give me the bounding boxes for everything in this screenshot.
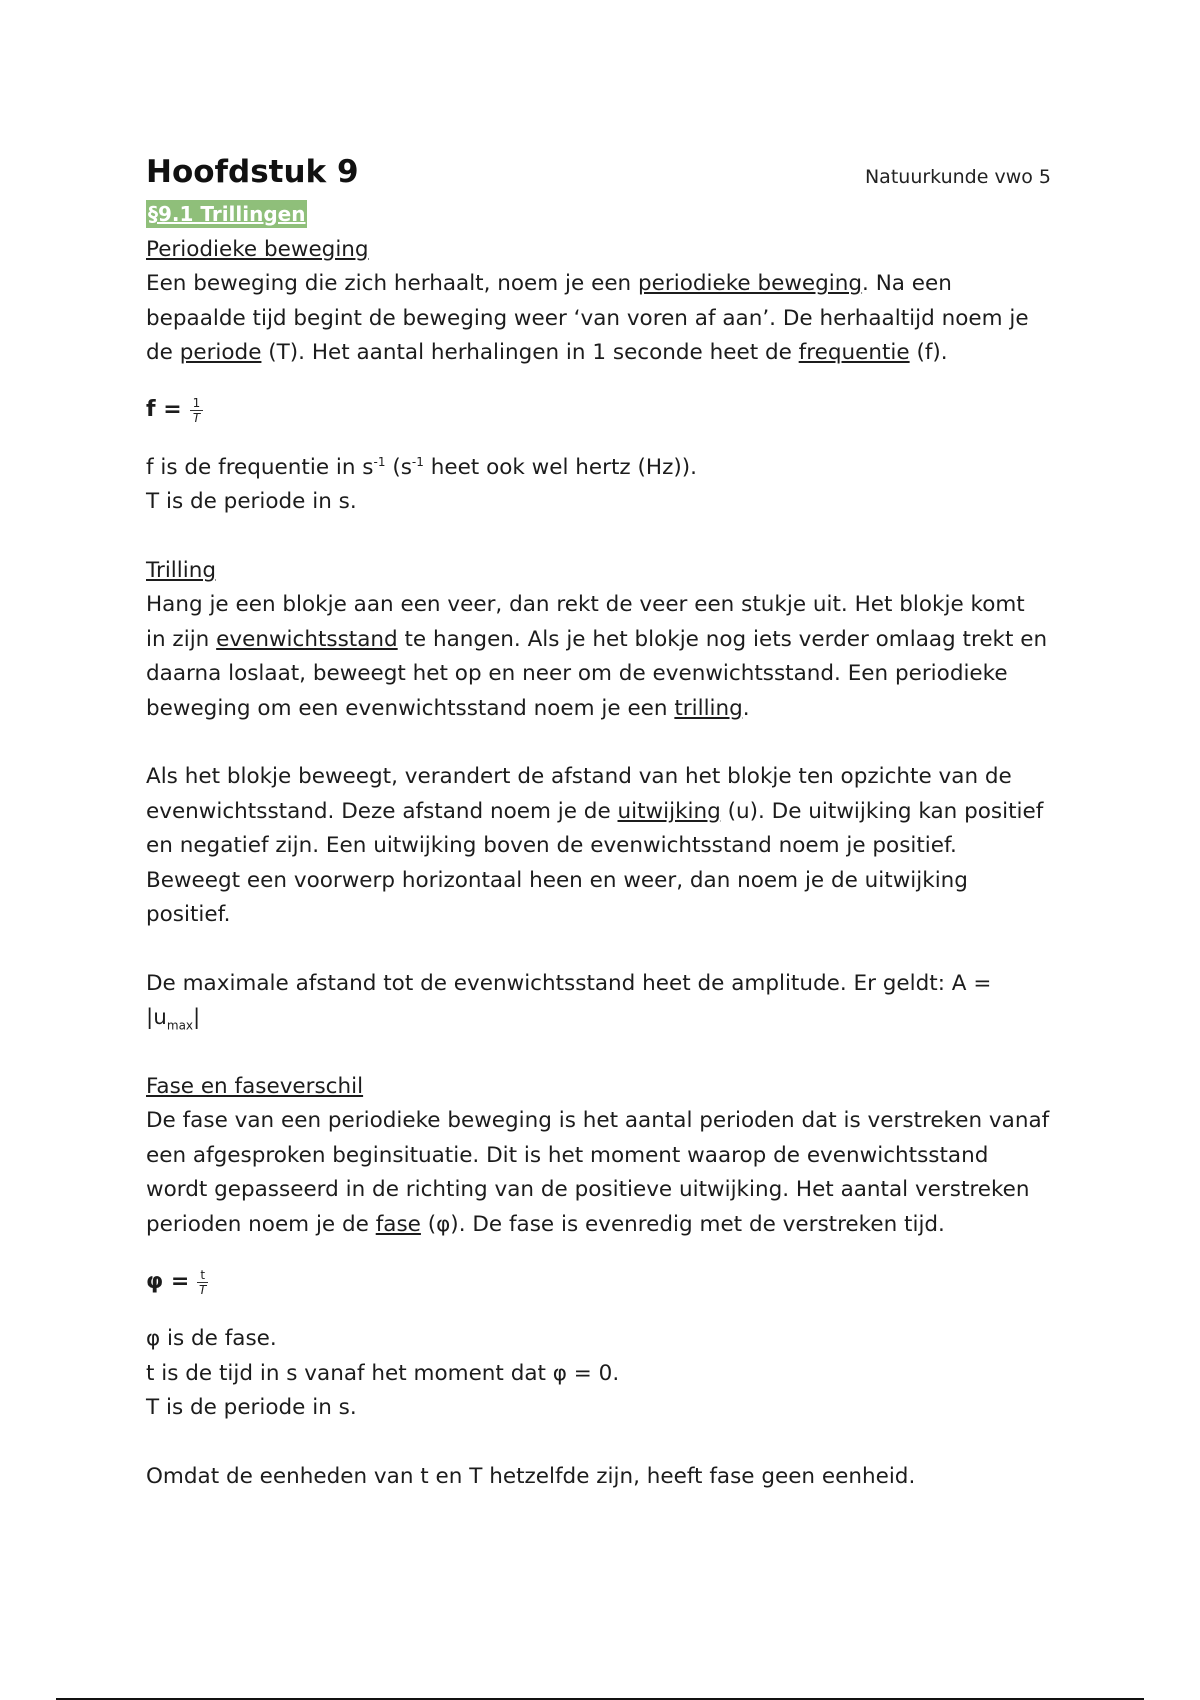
subheading-fase: Fase en faseverschil xyxy=(146,1073,364,1099)
paragraph-uitwijking: Als het blokje beweegt, verandert de afstand van het blokje ten opzichte van de evenwichtsstand. Deze afstand noem je de uitwijking (u). De uitwijking kan positief en negatief zijn. Een uitwijking boven de evenwichtsstand noem je positief. Beweegt een voorwerp horizontaal heen en weer, dan noem je de uitwijking positief. xyxy=(146,764,1044,927)
term-evenwichtsstand: evenwichtsstand xyxy=(216,626,398,652)
subheading-periodieke-beweging: Periodieke beweging xyxy=(146,236,369,262)
term-trilling: trilling xyxy=(674,695,743,721)
paragraph-trilling: Hang je een blokje aan een veer, dan rekt de veer een stukje uit. Het blokje komt in zijn evenwichtsstand te hangen. Als je het blokje nog iets verder omlaag trekt en daarna loslaat, beweegt het op en neer om de evenwichtsstand. Een periodieke beweging om een evenwichtsstand noem je een trilling. xyxy=(146,592,1048,721)
paragraph-periodieke-beweging: Een beweging die zich herhaalt, noem je een periodieke beweging. Na een bepaalde tijd begint de beweging weer ‘van voren af aan’. De herhaaltijd noem je de periode (T). Het aantal herhalingen in 1 seconde heet de frequentie (f). xyxy=(146,271,1029,365)
definition-T: T is de periode in s. xyxy=(146,489,357,514)
term-periode: periode xyxy=(179,340,262,365)
formula-phase: φ = $\frac{t}{T}$ xyxy=(146,1267,207,1297)
subheading-trilling: Trilling xyxy=(146,557,216,583)
term-uitwijking: uitwijking xyxy=(617,798,721,824)
paragraph-amplitude: De maximale afstand tot de evenwichtsstand heet de amplitude. Er geldt: $A = |u_{max}|$ xyxy=(146,970,992,1033)
paragraph-fase: De fase van een periodieke beweging is het aantal perioden dat is verstreken vanaf een afgesproken beginsituatie. Dit is het moment waarop de evenwichtsstand wordt gepasseerd in de richting van de positieve uitwijking. Het aantal verstreken perioden noem je de fase (φ). De fase is evenredig met de verstreken tijd. xyxy=(146,1108,1050,1237)
page-header xyxy=(146,140,1051,198)
formula-frequency: f = $\frac{1}{T}$ xyxy=(146,371,1051,451)
definition-T-fase: T is de periode in s. xyxy=(146,1395,357,1420)
section-heading xyxy=(146,198,1051,233)
document-content xyxy=(146,140,1051,1494)
subject-label: Natuurkunde vwo 5 xyxy=(864,166,1051,188)
formula-fraction: $\frac{t}{T}$ xyxy=(199,1267,207,1297)
chapter-title: Hoofdstuk 9 xyxy=(146,154,359,190)
definition-f: f is de frequentie in $s^{-1}$ ($s^{-1}$ heet ook wel hertz (Hz)). xyxy=(146,454,697,480)
definition-phi: φ is de fase. xyxy=(146,1326,277,1351)
definition-t: t is de tijd in s vanaf het moment dat φ = 0. xyxy=(146,1360,620,1386)
paragraph-conclusion: Omdat de eenheden van t en T hetzelfde zijn, heeft fase geen eenheid. xyxy=(146,1463,916,1489)
term-fase: fase xyxy=(375,1211,421,1237)
term-frequentie: frequentie xyxy=(798,340,910,365)
formula-fraction: $\frac{1}{T}$ xyxy=(190,396,204,425)
term-periodieke-beweging: periodieke beweging xyxy=(638,271,863,296)
section-title: §9.1 Trillingen xyxy=(148,202,306,226)
